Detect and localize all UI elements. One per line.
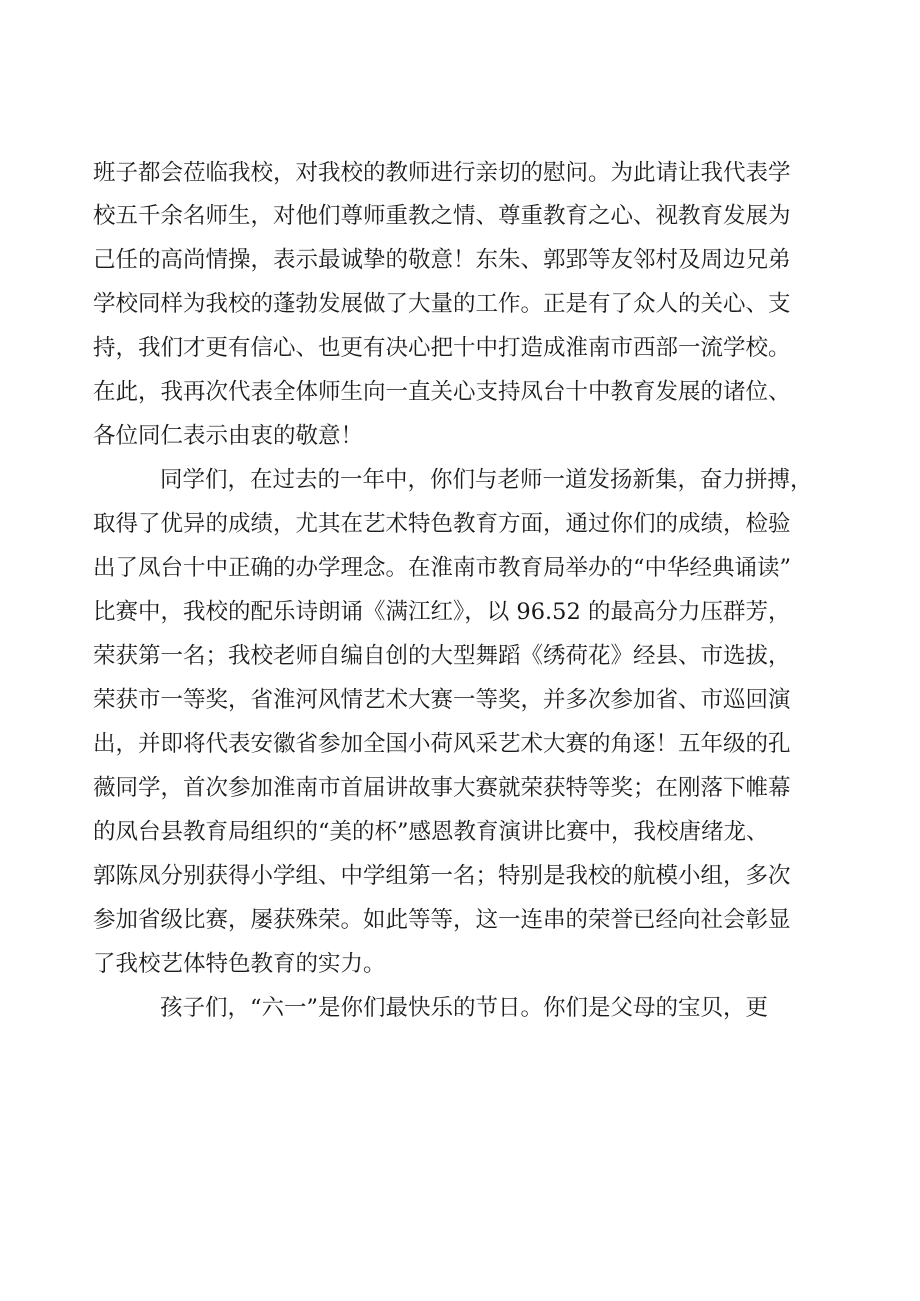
line-text: 了我校艺体特色教育的实力。 [93, 951, 386, 977]
text-line [0, 459, 920, 501]
text-line [0, 767, 920, 809]
line-text: 持，我们才更有信心、也更有决心把十中打造成淮南市西部一流学校。 [93, 335, 791, 361]
text-line [0, 899, 920, 941]
line-text: 己任的高尚情操，表示最诚挚的敬意！东朱、郭郢等友邻村及周边兄弟 [93, 247, 791, 273]
text-line [0, 503, 920, 545]
line-text: 学校同样为我校的蓬勃发展做了大量的工作。正是有了众人的关心、支 [93, 291, 791, 317]
text-line [0, 547, 920, 589]
line-text: 同学们，在过去的一年中，你们与老师一道发扬新集，奋力拼搏， [160, 467, 813, 493]
text-line [0, 811, 920, 853]
text-line [0, 723, 920, 765]
text-line [0, 943, 920, 985]
line-text: 荣获第一名；我校老师自编自创的大型舞蹈《绣荷花》经县、市选拔， [93, 643, 791, 669]
line-text: 孩子们，“六一”是你们最快乐的节日。你们是父母的宝贝，更 [160, 995, 769, 1021]
text-line [0, 283, 920, 325]
line-text: 荣获市一等奖，省淮河风情艺术大赛一等奖，并多次参加省、市巡回演 [93, 687, 791, 713]
text-line [0, 635, 920, 677]
text-line [0, 327, 920, 369]
line-text: 取得了优异的成绩，尤其在艺术特色教育方面，通过你们的成绩，检验 [93, 511, 791, 537]
line-text: 班子都会莅临我校，对我校的教师进行亲切的慰问。为此请让我代表学 [93, 160, 791, 186]
line-text: 出，并即将代表安徽省参加全国小荷风采艺术大赛的角逐！五年级的孔 [93, 731, 791, 757]
line-text: 的凤台县教育局组织的“美的杯”感恩教育演讲比赛中，我校唐绪龙、 [93, 819, 769, 845]
text-line [0, 679, 920, 721]
text-line [0, 371, 920, 413]
text-line [0, 855, 920, 897]
line-text: 比赛中，我校的配乐诗朗诵《满江红》，以 96.52 的最高分力压群芳， [93, 599, 791, 625]
text-line [0, 239, 920, 281]
line-text: 出了凤台十中正确的办学理念。在淮南市教育局举办的“中华经典诵读” [93, 555, 792, 581]
text-line [0, 591, 920, 633]
line-text: 参加省级比赛，屡获殊荣。如此等等，这一连串的荣誉已经向社会彰显 [93, 907, 791, 933]
line-text: 薇同学，首次参加淮南市首届讲故事大赛就荣获特等奖；在刚落下帷幕 [93, 775, 791, 801]
line-text: 在此，我再次代表全体师生向一直关心支持凤台十中教育发展的诸位、 [93, 379, 791, 405]
text-line [0, 152, 920, 194]
line-text: 郭陈凤分别获得小学组、中学组第一名；特别是我校的航模小组，多次 [93, 863, 791, 889]
line-text: 校五千余名师生，对他们尊师重教之情、尊重教育之心、视教育发展为 [93, 203, 791, 229]
text-line [0, 987, 920, 1029]
text-line [0, 415, 920, 457]
line-text: 各位同仁表示由衷的敬意！ [93, 423, 364, 449]
text-line [0, 195, 920, 237]
